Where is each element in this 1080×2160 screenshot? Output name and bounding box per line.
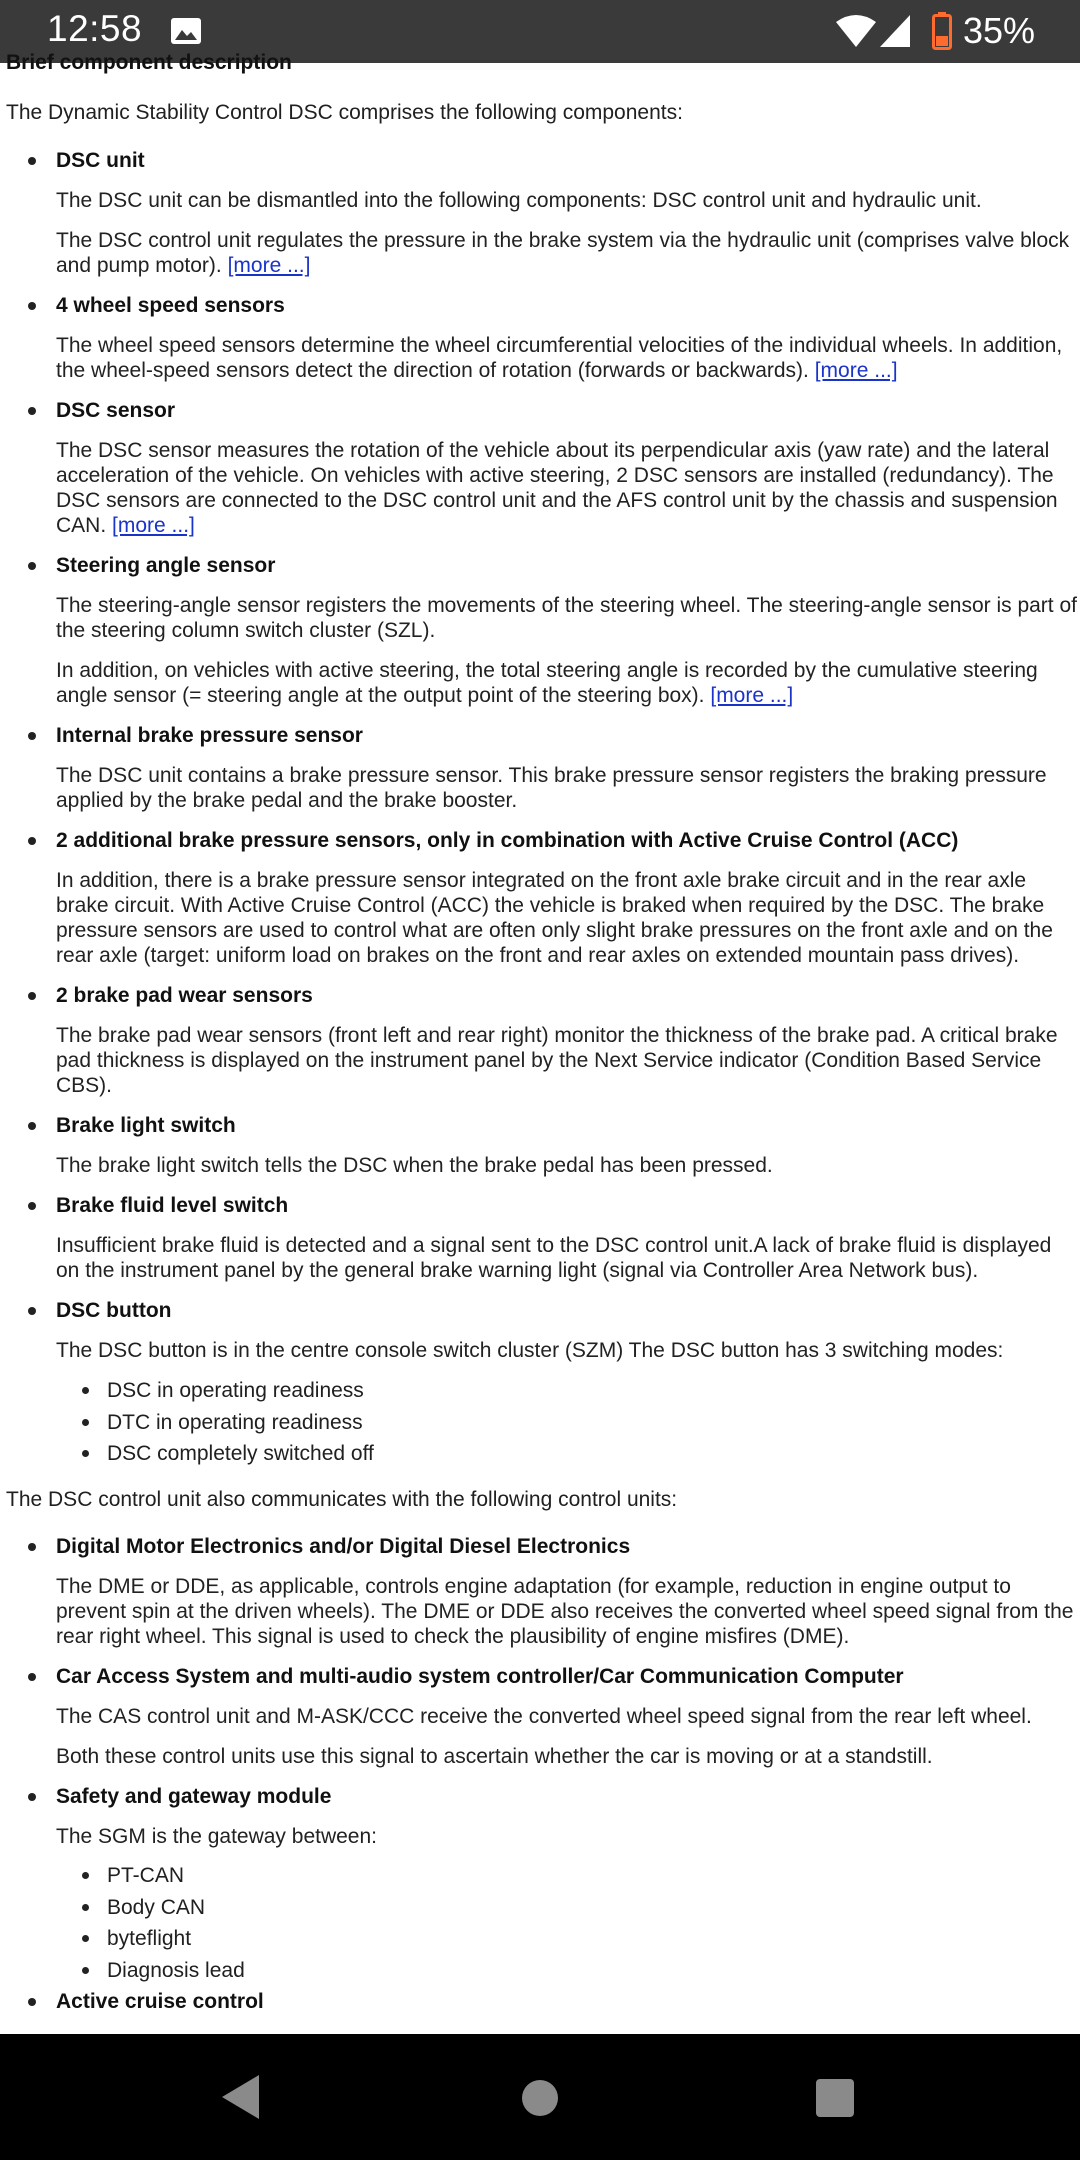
intro-text: The DSC control unit also communicates with the following control units: — [6, 1488, 678, 1511]
item-title: DSC unit — [56, 149, 145, 172]
sub-bullet — [82, 1967, 89, 1974]
bullet — [28, 562, 36, 570]
battery-icon — [932, 12, 952, 50]
item-title: Car Access System and multi-audio system controller/Car Communication Computer — [56, 1665, 904, 1688]
paragraph-text: The DSC sensor measures the rotation of the vehicle about its perpendicular axis (yaw rate) and the lateral acceleration of the vehicle. On vehicles with active steering, 2 DSC sensors are installed (redundancy). The DSC sensors are connected to the DSC control unit and the AFS control unit by the chassis and suspension CAN. — [56, 439, 1058, 537]
bullet — [28, 1202, 36, 1210]
sub-bullet — [82, 1450, 89, 1457]
item-title: Steering angle sensor — [56, 554, 276, 577]
item-title: 2 brake pad wear sensors — [56, 984, 313, 1007]
more-link[interactable]: [more ...] — [814, 359, 898, 382]
item-title: Active cruise control — [56, 1990, 264, 2013]
item-paragraph: The steering-angle sensor registers the movements of the steering wheel. The steering-angle sensor is part of the steering column switch cluster (SZL). — [56, 594, 1077, 642]
gallery-icon — [170, 17, 202, 45]
sub-item-text: byteflight — [107, 1927, 192, 1950]
sub-bullet — [82, 1904, 89, 1911]
bullet — [28, 837, 36, 845]
item-paragraph — [56, 333, 1078, 383]
item-body — [56, 1023, 1078, 1113]
item-paragraph — [56, 658, 1078, 708]
item-title: Brake light switch — [56, 1114, 236, 1137]
bullet — [28, 1673, 36, 1681]
item-body — [56, 333, 1078, 398]
status-time: 12:58 — [47, 8, 143, 49]
bullet — [28, 1998, 36, 2006]
item-paragraph: The DSC unit can be dismantled into the following components: DSC control unit and hydraulic unit. — [56, 189, 982, 212]
paragraph-text: The wheel speed sensors determine the wheel circumferential velocities of the individual wheels. In addition, the wheel-speed sensors detect the direction of rotation (forwards or backwards). — [56, 334, 1063, 382]
item-body — [56, 763, 1078, 828]
item-body — [56, 1824, 1078, 1864]
item-title: Brake fluid level switch — [56, 1194, 289, 1217]
item-title: DSC button — [56, 1299, 172, 1322]
sub-bullet — [82, 1387, 89, 1394]
bullet — [28, 1122, 36, 1130]
item-body — [56, 1338, 1078, 1378]
sub-item-text: DSC in operating readiness — [107, 1379, 364, 1402]
bullet — [28, 302, 36, 310]
bullet — [28, 407, 36, 415]
paragraph-text: The DSC control unit regulates the pressure in the brake system via the hydraulic unit (comprises valve block and pump motor). — [56, 229, 1070, 277]
item-body — [56, 1704, 1078, 1784]
item-body — [56, 868, 1078, 983]
section-heading: Brief component description — [6, 51, 292, 74]
recents-icon[interactable] — [816, 2079, 854, 2117]
item-paragraph: The CAS control unit and M-ASK/CCC receive the converted wheel speed signal from the rear left wheel. — [56, 1705, 1032, 1728]
sub-item-text: Diagnosis lead — [107, 1959, 245, 1982]
sub-item-text: Body CAN — [107, 1896, 206, 1919]
item-paragraph: The brake pad wear sensors (front left and rear right) monitor the thickness of the brake pad. A critical brake pad thickness is displayed on the instrument panel by the Next Service indicator (Condition Based Service CBS). — [56, 1024, 1058, 1097]
sub-bullet — [82, 1419, 89, 1426]
bullet — [28, 1793, 36, 1801]
bullet — [28, 732, 36, 740]
item-paragraph: In addition, there is a brake pressure sensor integrated on the front axle brake circuit and in the rear axle brake circuit. With Active Cruise Control (ACC) the vehicle is braked when required by the DSC. The brake pressure sensors are used to control what are often only slight brake pressures on the front axle and on the rear axle (target: uniform load on brakes on the front and rear axles on extended mountain pass drives). — [56, 869, 1053, 967]
item-title: Internal brake pressure sensor — [56, 724, 363, 747]
item-body — [56, 593, 1078, 723]
item-paragraph: The DSC unit contains a brake pressure sensor. This brake pressure sensor registers the braking pressure applied by the brake pedal and the brake booster. — [56, 764, 1047, 812]
item-body — [56, 438, 1078, 553]
item-paragraph: The DME or DDE, as applicable, controls engine adaptation (for example, reduction in engine output to prevent spin at the driven wheels). The DME or DDE also receives the converted wheel speed signal from the rear right wheel. This signal is used to check the plausibility of engine misfires (DME). — [56, 1575, 1074, 1648]
item-title: 4 wheel speed sensors — [56, 294, 285, 317]
item-paragraph — [56, 438, 1078, 538]
sub-bullet — [82, 1872, 89, 1879]
item-paragraph: The SGM is the gateway between: — [56, 1825, 377, 1848]
sub-bullet — [82, 1935, 89, 1942]
sub-item-text: PT-CAN — [107, 1864, 185, 1887]
item-paragraph — [56, 228, 1078, 278]
item-body — [56, 1233, 1078, 1298]
more-link[interactable]: [more ...] — [710, 684, 794, 707]
back-icon[interactable] — [221, 2074, 261, 2120]
item-title: DSC sensor — [56, 399, 176, 422]
bullet — [28, 157, 36, 165]
item-body — [56, 1574, 1078, 1664]
sub-item-text: DSC completely switched off — [107, 1442, 374, 1465]
paragraph-text: In addition, on vehicles with active steering, the total steering angle is recorded by the cumulative steering angle sensor (= steering angle at the output point of the steering box). — [56, 659, 1038, 707]
sub-item-text: DTC in operating readiness — [107, 1411, 363, 1434]
bullet — [28, 992, 36, 1000]
item-paragraph: The brake light switch tells the DSC when the brake pedal has been pressed. — [56, 1154, 773, 1177]
item-paragraph: Both these control units use this signal to ascertain whether the car is moving or at a standstill. — [56, 1745, 933, 1768]
item-paragraph: The DSC button is in the centre console switch cluster (SZM) The DSC button has 3 switching modes: — [56, 1339, 1004, 1362]
navigation-bar — [0, 2034, 1080, 2160]
bullet — [28, 1543, 36, 1551]
item-title: Safety and gateway module — [56, 1785, 332, 1808]
item-body — [56, 188, 1078, 293]
item-body — [56, 1153, 1078, 1193]
content-area[interactable] — [0, 51, 1080, 2034]
bullet — [28, 1307, 36, 1315]
item-title: 2 additional brake pressure sensors, only in combination with Active Cruise Control (ACC) — [56, 829, 959, 852]
item-title: Digital Motor Electronics and/or Digital Diesel Electronics — [56, 1535, 631, 1558]
more-link[interactable]: [more ...] — [112, 514, 195, 537]
home-icon[interactable] — [522, 2080, 558, 2116]
intro-text: The Dynamic Stability Control DSC comprises the following components: — [6, 101, 683, 124]
item-paragraph: Insufficient brake fluid is detected and a signal sent to the DSC control unit.A lack of brake fluid is displayed on the instrument panel by the general brake warning light (signal via Controller Area Network bus). — [56, 1234, 1052, 1282]
more-link[interactable]: [more ...] — [227, 254, 311, 277]
wifi-icon — [835, 14, 877, 48]
signal-icon — [879, 14, 911, 48]
battery-percent: 35% — [963, 10, 1036, 51]
